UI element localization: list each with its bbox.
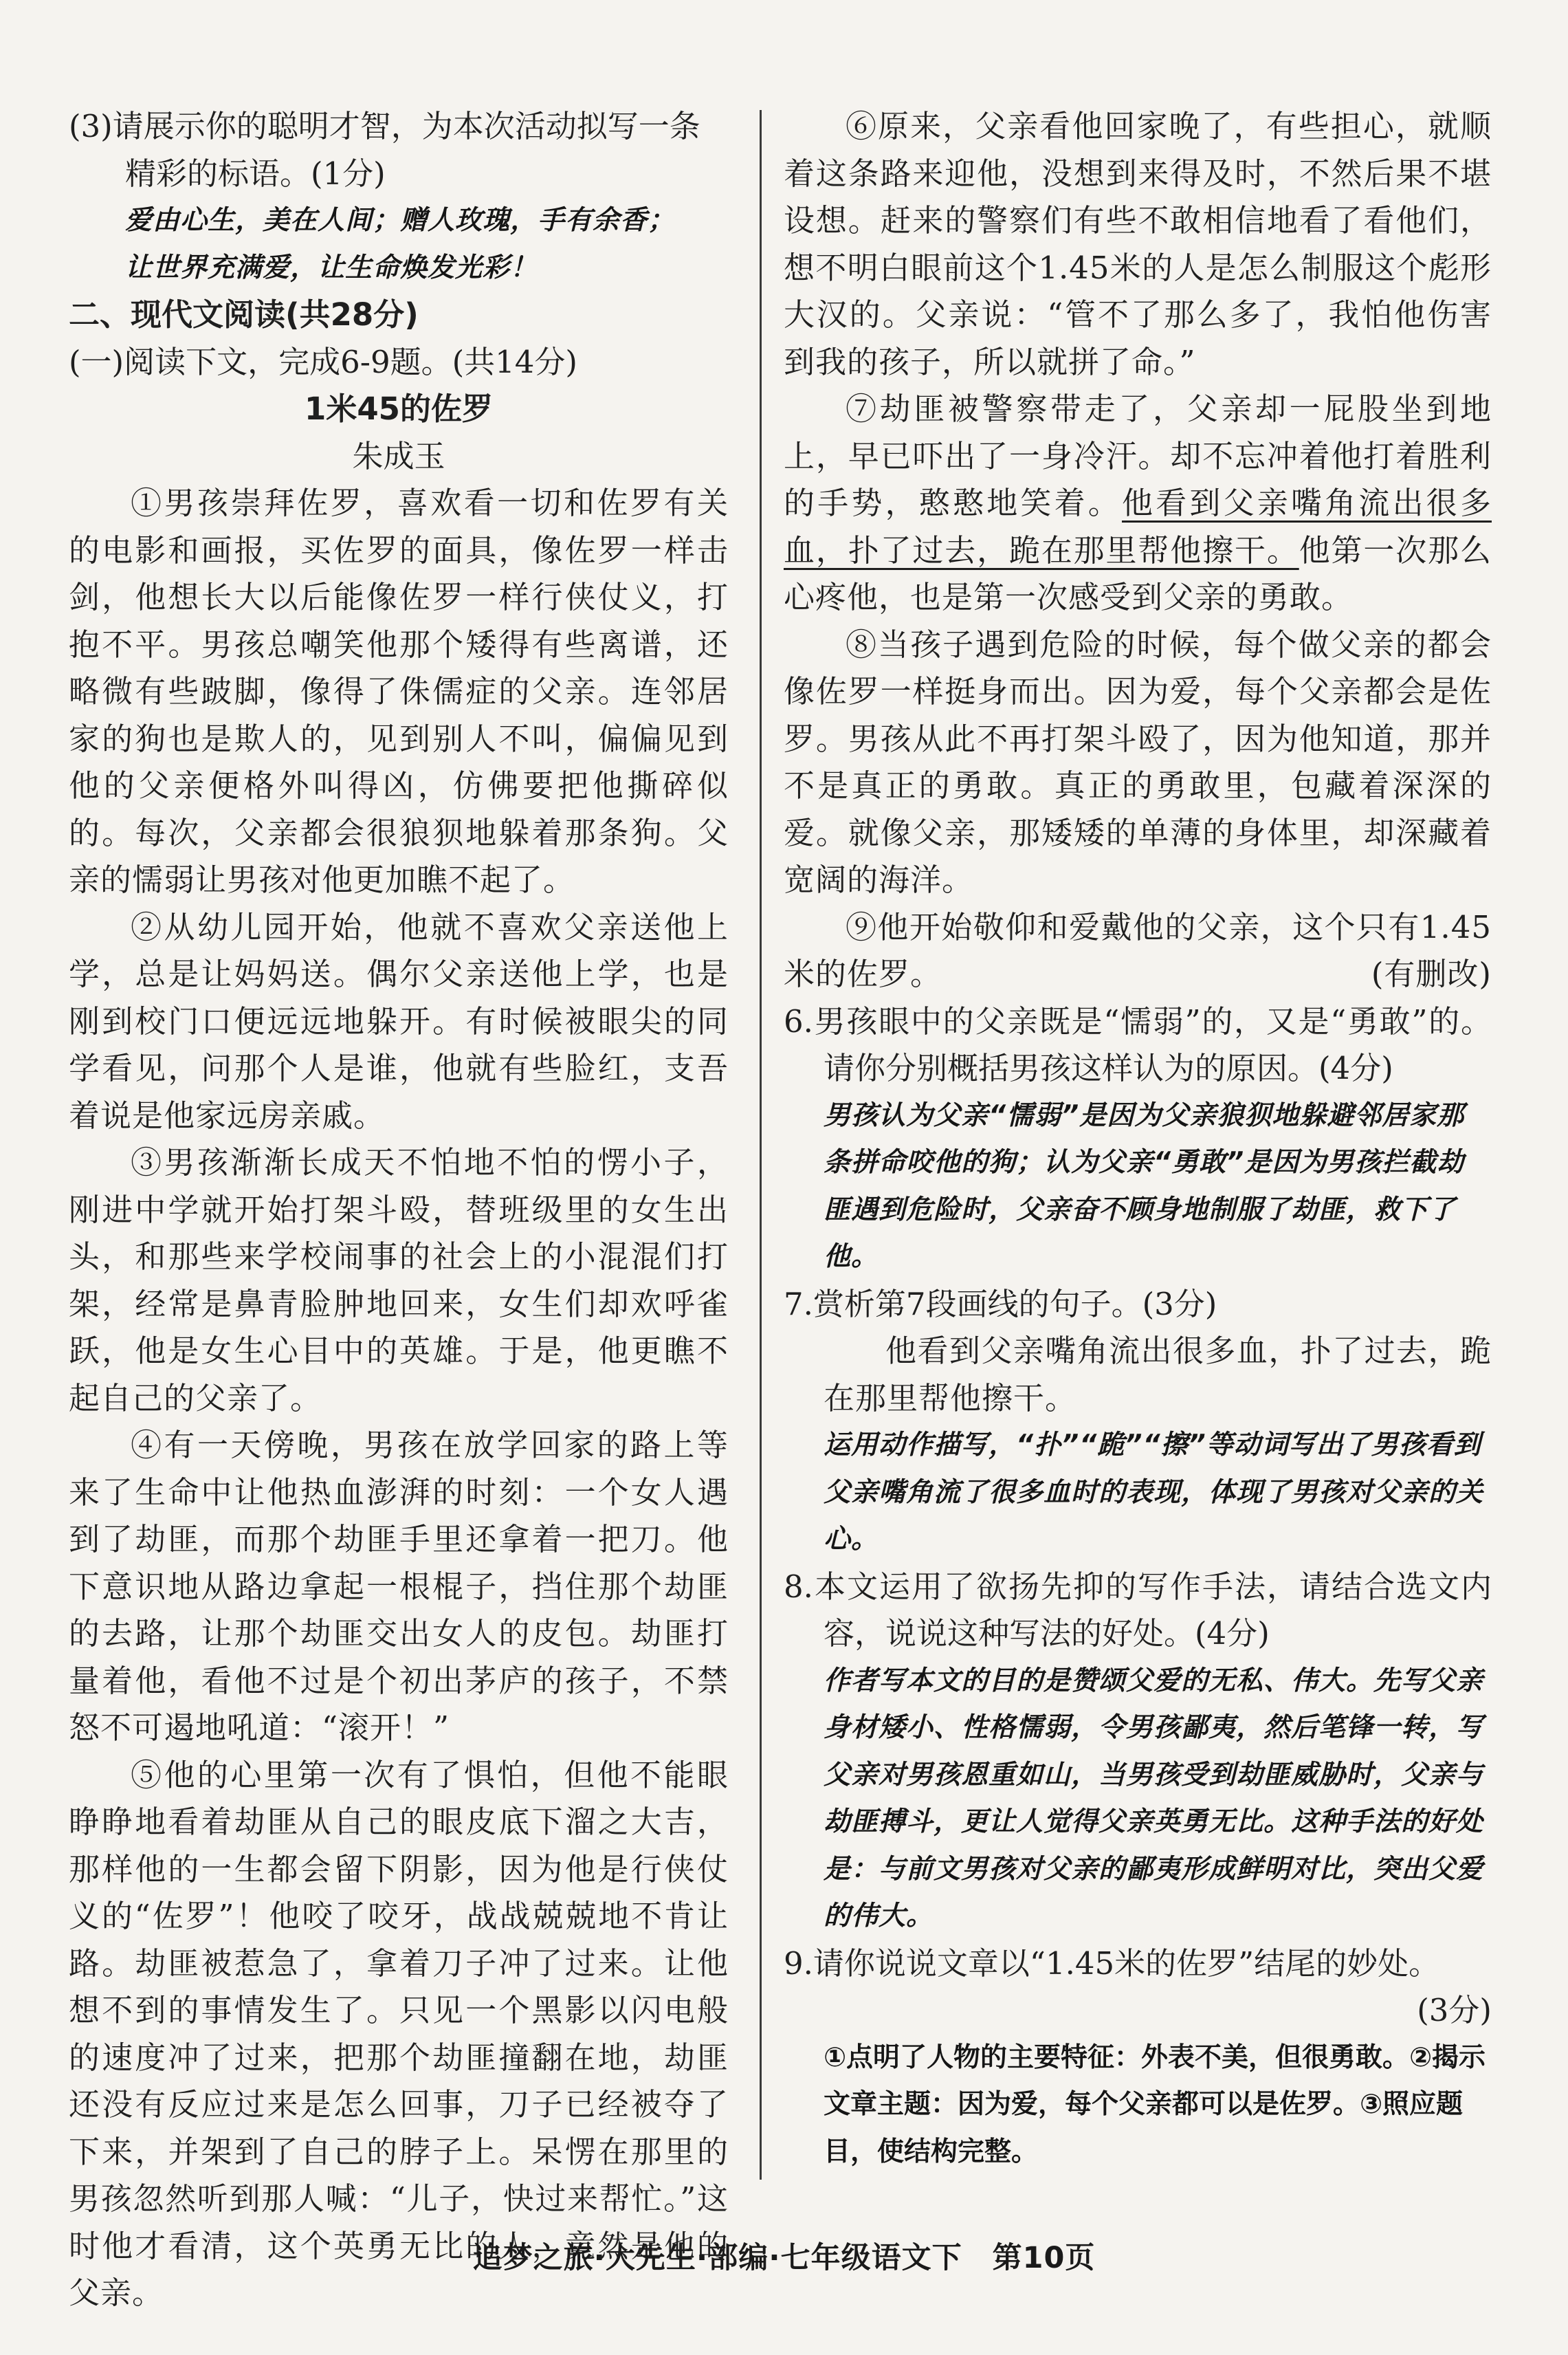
section-heading: 二、现代文阅读(共28分) (69, 296, 419, 333)
article-title: 1米45的佐罗 (305, 391, 493, 427)
question-7-quote: 他看到父亲嘴角流出很多血，扑了过去，跪在那里帮他擦干。 (824, 1333, 1492, 1416)
paragraph-7-underlined-sentence: 他看到父亲嘴角流出很多血，扑了过去，跪在那里帮他擦干。 (784, 485, 1492, 569)
paragraph-4: ④有一天傍晚，男孩在放学回家的路上等来了生命中让他热血澎湃的时刻：一个女人遇到了劫匪，而那个劫匪手里还拿着一把刀。他下意识地从路边拿起一根棍子，挡住那个劫匪的去路，让那个劫匪交出女人的皮包。劫匪打量着他，看他不过是个初出茅庐的孩子，不禁怒不可遏地吼道：“滚开！” (69, 1427, 729, 1746)
question-8-answer: 作者写本文的目的是赞颂父爱的无私、伟大。先写父亲身材矮小、性格懦弱，令男孩鄙夷，然后笔锋一转，写父亲对男孩恩重如山，当男孩受到劫匪威胁时，父亲与劫匪搏斗，更让人觉得父亲英勇无比。这种手法的好处是：与前文男孩对父亲的鄙夷形成鲜明对比，突出父爱的伟大。 (824, 1665, 1484, 1931)
question-3-prompt (69, 103, 729, 197)
left-column (69, 103, 729, 2317)
paragraph-7-end: 他第一次那么心疼他，也是第一次感受到父亲的勇敢。 (784, 532, 1492, 615)
question-7-answer: 运用动作描写，“扑”“跪”“擦”等动词写出了男孩看到父亲嘴角流了很多血时的表现，体现了男孩对父亲的关心。 (824, 1430, 1484, 1555)
paragraph-7 (784, 386, 1492, 622)
paragraph-9-text: ⑨他开始敬仰和爱戴他的父亲，这个只有1.45米的佐罗。 (784, 908, 1492, 992)
question-3-line-2: 精彩的标语。(1分) (125, 155, 386, 192)
question-9-answer: ①点明了人物的主要特征：外表不美，但很勇敢。②揭示文章主题：因为爱，每个父亲都可以是佐罗。③照应题目，使结构完整。 (824, 2041, 1486, 2167)
paragraph-7-start: ⑦劫匪被警察带走了，父亲却一屁股坐到地上，早已吓出了一身冷汗。却不忘冲着他打着胜利的手势，憨憨地笑着。 (784, 391, 1492, 521)
paragraph-5: ⑤他的心里第一次有了惧怕，但他不能眼睁睁地看着劫匪从自己的眼皮底下溜之大吉，那样他的一生都会留下阴影，因为他是行侠仗义的“佐罗”！他咬了咬牙，战战兢兢地不肯让路。劫匪被惹急了，拿着刀子冲了过来。让他想不到的事情发生了。只见一个黑影以闪电般的速度冲了过来，把那个劫匪撞翻在地，劫匪还没有反应过来是怎么回事，刀子已经被夺了下来，并架到了自己的脖子上。呆愣在那里的男孩忽然听到那人喊：“儿子，快过来帮忙。”这时他才看清，这个英勇无比的人，竟然是他的父亲。 (69, 1756, 729, 2311)
paragraph-3: ③男孩渐渐长成天不怕地不怕的愣小子，刚进中学就开始打架斗殴，替班级里的女生出头，和那些来学校闹事的社会上的小混混们打架，经常是鼻青脸肿地回来，女生们却欢呼雀跃，他是女生心目中的英雄。于是，他更瞧不起自己的父亲了。 (69, 1144, 729, 1416)
edited-note: (有删改) (1371, 956, 1492, 992)
column-divider (760, 110, 762, 2180)
question-6-answer: 男孩认为父亲“懦弱”是因为父亲狼狈地躲避邻居家那条拼命咬他的狗；认为父亲“勇敢”是因为男孩拦截劫匪遇到危险时，父亲奋不顾身地制服了劫匪，救下了他。 (824, 1099, 1465, 1272)
paragraph-1: ①男孩崇拜佐罗，喜欢看一切和佐罗有关的电影和画报，买佐罗的面具，像佐罗一样击剑，他想长大以后能像佐罗一样行侠仗义，打抱不平。男孩总嘲笑他那个矮得有些离谱，还略微有些跛脚，像得了侏儒症的父亲。连邻居家的狗也是欺人的，见到别人不叫，偏偏见到他的父亲便格外叫得凶，仿佛要把他撕碎似的。每次，父亲都会很狼狈地躲着那条狗。父亲的懦弱让男孩对他更加瞧不起了。 (69, 485, 729, 898)
question-9: 9.请你说说文章以“1.45米的佐罗”结尾的妙处。 (784, 1945, 1440, 1982)
right-column (784, 103, 1492, 2176)
paragraph-2: ②从幼儿园开始，他就不喜欢父亲送他上学，总是让妈妈送。偶尔父亲送他上学，也是刚到校门口便远远地躲开。有时候被眼尖的同学看见，问那个人是谁，他就有些脸红，支吾着说是他家远房亲戚。 (69, 908, 729, 1134)
paragraph-6: ⑥原来，父亲看他回家晚了，有些担心，就顺着这条路来迎他，没想到来得及时，不然后果不堪设想。赶来的警察们有些不敢相信地看了看他们，想不明白眼前这个1.45米的人是怎么制服这个彪形大汉的。父亲说：“管不了那么多了，我怕他伤害到我的孩子，所以就拼了命。” (784, 108, 1492, 380)
subsection-heading: (一)阅读下文，完成6-9题。(共14分) (69, 343, 577, 380)
question-3-answer-line-2: 让世界充满爱，让生命焕发光彩！ (125, 252, 538, 283)
question-3-line-1: (3)请展示你的聪明才智，为本次活动拟写一条 (69, 108, 700, 144)
page-footer: 追梦之旅·大先生·部编·七年级语文下 第10页 (472, 2241, 1096, 2275)
question-3-answer-line-1: 爱由心生，美在人间；赠人玫瑰，手有余香； (125, 205, 676, 236)
article-author: 朱成玉 (352, 437, 445, 474)
question-6: 6.男孩眼中的父亲既是“懦弱”的，又是“勇敢”的。请你分别概括男孩这样认为的原因。(4分) (784, 1003, 1492, 1086)
question-9-score: (3分) (1417, 1992, 1492, 2028)
paragraph-8: ⑧当孩子遇到危险的时候，每个做父亲的都会像佐罗一样挺身而出。因为爱，每个父亲都会是佐罗。男孩从此不再打架斗殴了，因为他知道，那并不是真正的勇敢。真正的勇敢里，包藏着深深的爱。就像父亲，那矮矮的单薄的身体里，却深藏着宽阔的海洋。 (784, 626, 1492, 898)
paragraph-9 (784, 904, 1492, 998)
question-7: 7.赏析第7段画线的句子。(3分) (784, 1285, 1217, 1322)
question-8: 8.本文运用了欲扬先抑的写作手法，请结合选文内容，说说这种写法的好处。(4分) (784, 1568, 1492, 1652)
